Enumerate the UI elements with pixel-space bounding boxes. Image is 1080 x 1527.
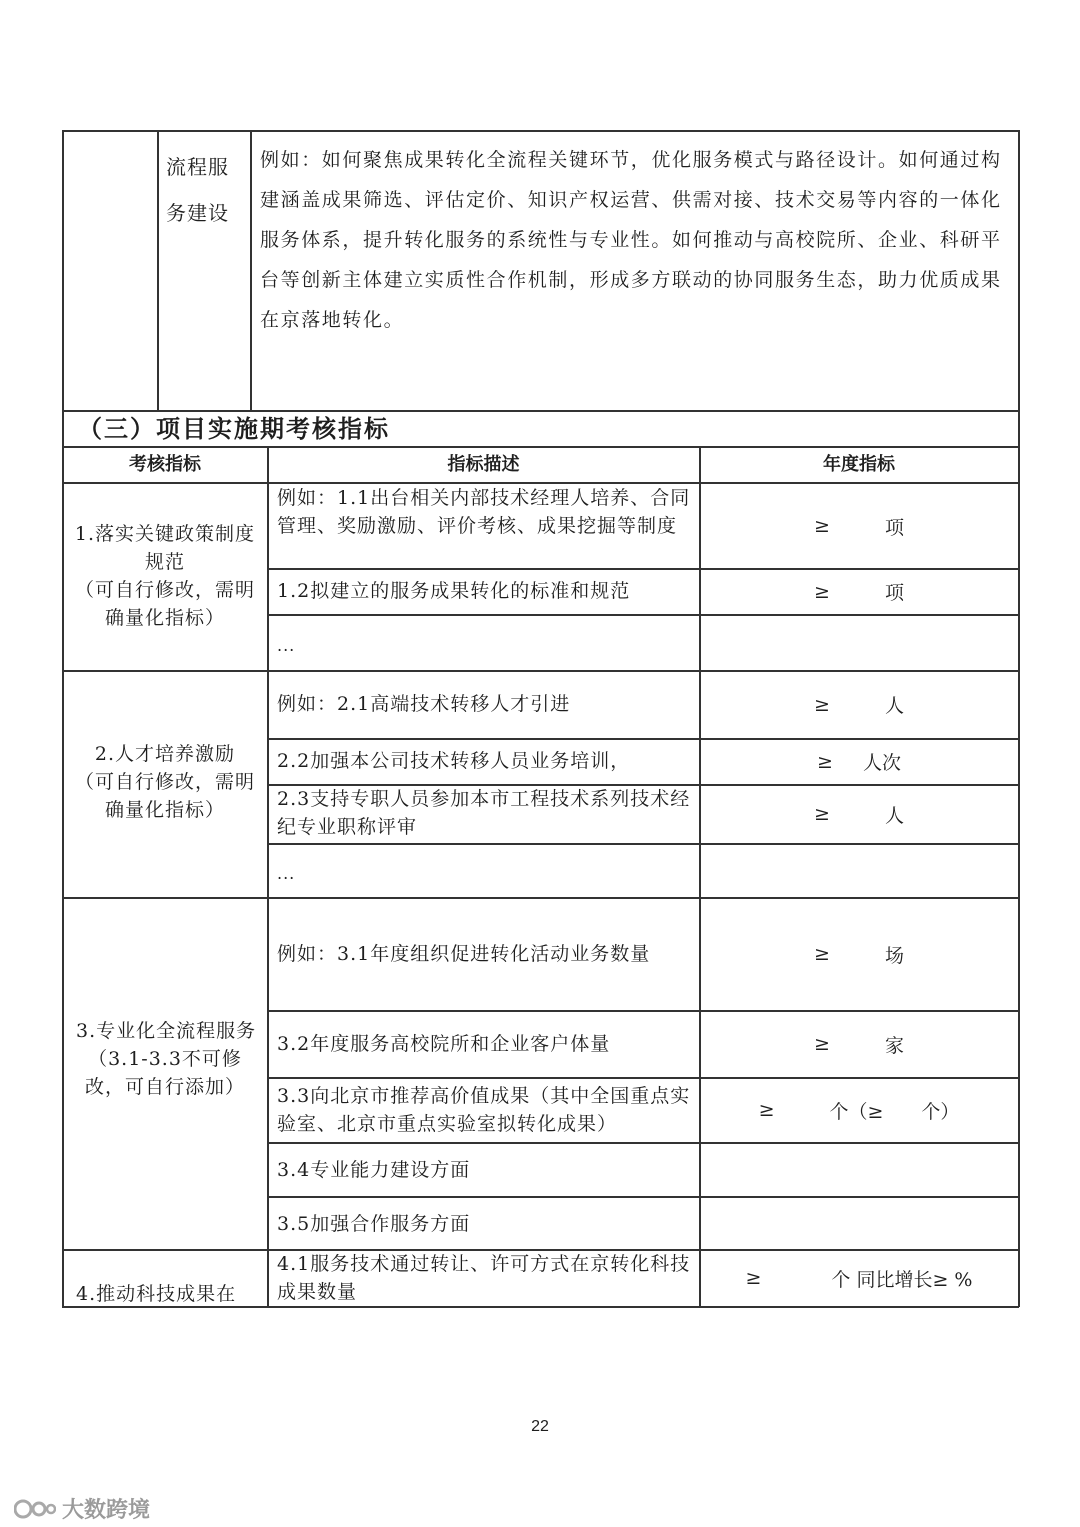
table-row: 3.5加强合作服务方面 <box>277 1213 471 1235</box>
unit: 人 <box>884 804 904 827</box>
group-label-2 <box>70 740 260 824</box>
header-indicator-description: 指标描述 <box>447 454 520 475</box>
row-label-process-service: 流程服务建设 <box>166 155 229 225</box>
row-divider <box>267 843 1019 845</box>
section-title: （三）项目实施期考核指标 <box>78 415 390 443</box>
unit: 人 <box>884 695 904 717</box>
page-number: 22 <box>531 1418 549 1435</box>
table-row: 例如：2.1高端技术转移人才引进 <box>277 693 571 715</box>
group-label-4 <box>76 1280 266 1308</box>
unit: 人次 <box>862 752 901 774</box>
gte-symbol: ≥ <box>814 803 830 825</box>
gte-symbol: ≥ <box>814 580 830 603</box>
group-1-title: 1.落实关键政策制度规范 <box>74 523 256 573</box>
group-label-3 <box>70 1017 260 1101</box>
table-border-right <box>1018 446 1020 1307</box>
annual-target-cell <box>700 484 1018 568</box>
row-text-process-service: 例如：如何聚焦成果转化全流程关键环节，优化服务模式与路径设计。如何通过构建涵盖成果筛选、评估定价、知识产权运营、供需对接、技术交易等内容的一体化服务体系，提升转化服务的系统性与专业性。如何推动与高校院所、企业、科研平台等创新主体建立实质性合作机制，形成多方联动的协同服务生态，助力优质成果在京落地转化。 <box>260 149 1002 331</box>
row-divider <box>267 1142 1019 1144</box>
table-row: 2.3支持专职人员参加本市工程技术系列技术经纪专业职称评审 <box>277 788 691 838</box>
table-row: 1.2拟建立的服务成果转化的标准和规范 <box>277 580 631 602</box>
unit: 场 <box>884 944 904 967</box>
top-table-border-left <box>62 130 64 447</box>
gte-symbol: ≥ <box>817 750 833 773</box>
header-annual-target: 年度指标 <box>823 454 895 475</box>
table-border-left <box>62 446 64 1307</box>
group-2-note: （可自行修改，需明确量化指标） <box>74 771 255 821</box>
table-row: 例如：1.1出台相关内部技术经理人培养、合同管理、奖励激励、评价考核、成果挖掘等制度 <box>277 487 691 537</box>
annual-target-cell <box>700 785 1018 843</box>
gte-symbol: ≥ <box>758 1099 775 1121</box>
table-row: 2.2加强本公司技术转移人员业务培训， <box>277 750 631 772</box>
annual-target-cell <box>700 671 1018 738</box>
unit: 项 <box>884 582 904 604</box>
unit: 个（≥ 个） <box>829 1100 960 1123</box>
gte-symbol: ≥ <box>814 1033 830 1055</box>
group-3-title: 3.专业化全流程服务 <box>76 1020 257 1042</box>
annual-target-cell <box>700 1250 1018 1306</box>
table-row: 3.2年度服务高校院所和企业客户体量 <box>277 1033 611 1055</box>
top-table-divider-2 <box>250 130 252 411</box>
row-divider <box>267 1196 1019 1198</box>
table-row: 4.1服务技术通过转让、许可方式在京转化科技成果数量 <box>277 1253 691 1303</box>
gte-symbol: ≥ <box>745 1267 762 1289</box>
annual-target-cell <box>700 569 1018 614</box>
group-label-1 <box>70 520 260 632</box>
watermark-logo-icon <box>14 1497 56 1521</box>
table-border-bottom <box>62 1306 1019 1308</box>
annual-target-cell <box>700 1078 1018 1142</box>
table-row: ... <box>277 636 296 655</box>
row-divider <box>267 614 1019 616</box>
table-row: ... <box>277 864 296 883</box>
watermark-text: 大数跨境 <box>62 1498 151 1523</box>
unit: 个 同比增长≥ % <box>831 1268 973 1291</box>
table-row: 3.3向北京市推荐高价值成果（其中全国重点实验室、北京市重点实验室拟转化成果） <box>277 1085 691 1135</box>
annual-target-cell <box>700 1011 1018 1077</box>
group-1-note: （可自行修改，需明确量化指标） <box>74 579 255 629</box>
group-4-title: 4.推动科技成果在 <box>76 1283 237 1305</box>
group-3-note: （3.1-3.3不可修改，可自行添加） <box>84 1048 245 1098</box>
annual-target-cell <box>700 739 1018 784</box>
table-row: 3.4专业能力建设方面 <box>277 1159 471 1181</box>
gte-symbol: ≥ <box>814 693 830 716</box>
top-table-divider-1 <box>157 130 159 411</box>
gte-symbol: ≥ <box>814 515 830 537</box>
group-2-title: 2.人才培养激励 <box>94 743 236 765</box>
top-table-border-top <box>62 130 1019 132</box>
top-table-border-right <box>1018 130 1020 448</box>
watermark <box>14 1493 150 1524</box>
table-col-divider-1 <box>267 446 269 1307</box>
gte-symbol: ≥ <box>814 943 830 965</box>
annual-target-cell <box>700 898 1018 1010</box>
unit: 家 <box>884 1034 904 1057</box>
header-assessment-indicator: 考核指标 <box>129 454 201 475</box>
table-row: 例如：3.1年度组织促进转化活动业务数量 <box>277 943 651 965</box>
unit: 项 <box>884 516 904 539</box>
